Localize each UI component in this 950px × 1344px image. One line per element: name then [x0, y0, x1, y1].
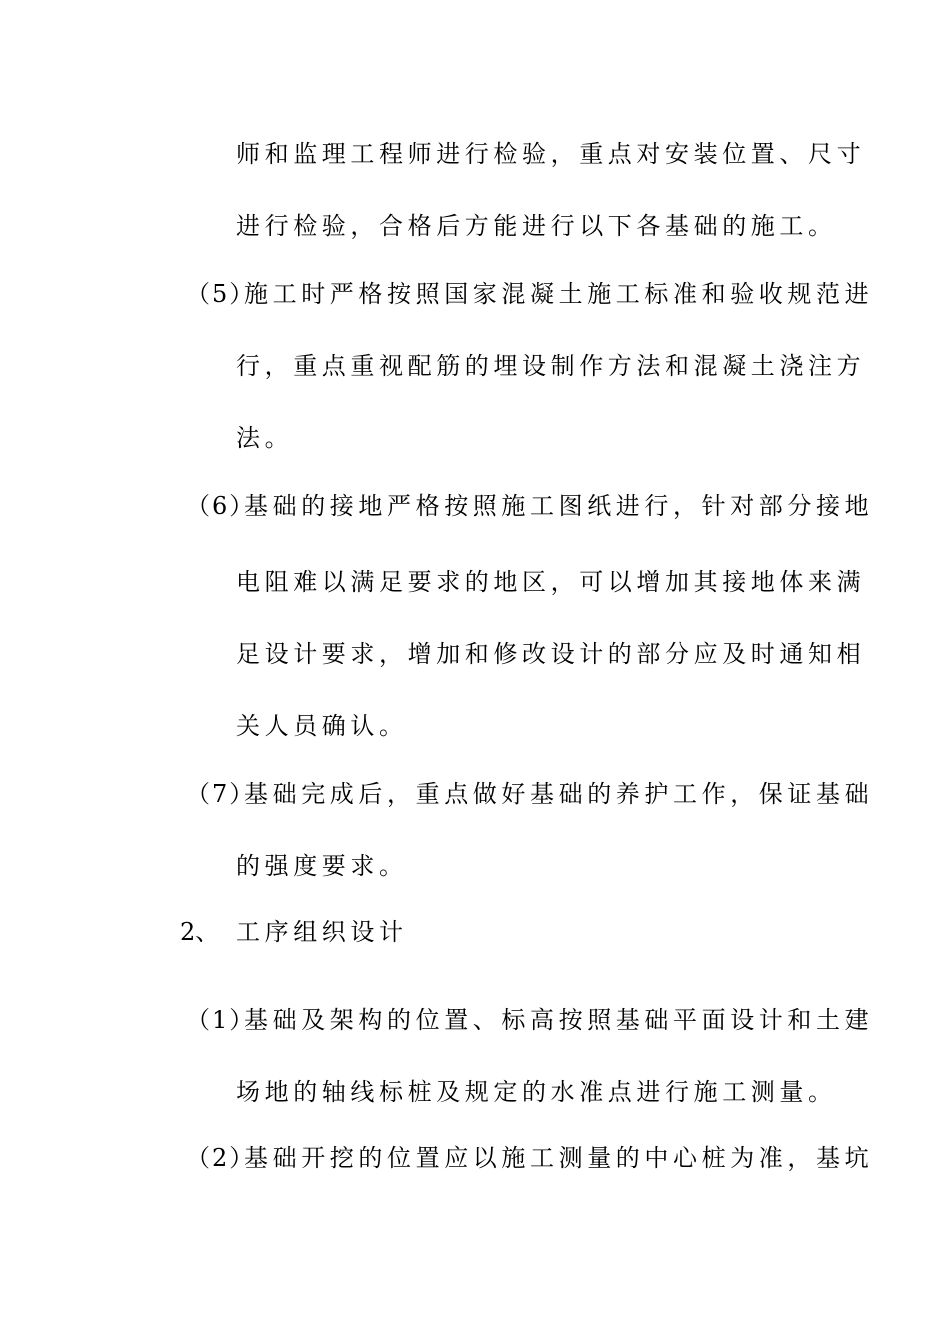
- list-item-1: [186, 1005, 873, 1035]
- section-number: 2、: [180, 918, 220, 946]
- list-number: （5）: [186, 280, 256, 308]
- list-number: （6）: [186, 492, 256, 520]
- list-item-5: [186, 279, 873, 309]
- list-item-6: [186, 491, 873, 521]
- text-line: 基础的接地严格按照施工图纸进行，针对部分接地: [244, 492, 874, 520]
- list-number: （7）: [186, 780, 256, 808]
- text-line: 基础开挖的位置应以施工测量的中心桩为准，基坑: [244, 1144, 874, 1172]
- text-line: 基础完成后，重点做好基础的养护工作，保证基础: [244, 780, 874, 808]
- list-item-7: [186, 779, 873, 809]
- list-number: （1）: [186, 1006, 256, 1034]
- list-item-2: [186, 1143, 873, 1173]
- text-line: 师和监理工程师进行检验，重点对安装位置、尺寸: [236, 140, 866, 168]
- text-line: 关人员确认。: [236, 712, 408, 740]
- text-line: 场地的轴线标桩及规定的水准点进行施工测量。: [236, 1078, 837, 1106]
- list-number: （2）: [186, 1144, 256, 1172]
- text-line: 电阻难以满足要求的地区，可以增加其接地体来满: [236, 568, 866, 596]
- text-line: 行，重点重视配筋的埋设制作方法和混凝土浇注方: [236, 352, 866, 380]
- text-line: 足设计要求，增加和修改设计的部分应及时通知相: [236, 640, 866, 668]
- section-title: 工序组织设计: [236, 918, 408, 946]
- text-line: 基础及架构的位置、标高按照基础平面设计和土建: [244, 1006, 874, 1034]
- text-line: 法。: [236, 424, 294, 452]
- text-line: 的强度要求。: [236, 852, 408, 880]
- text-line: 施工时严格按照国家混凝土施工标准和验收规范进: [244, 280, 874, 308]
- text-line: 进行检验，合格后方能进行以下各基础的施工。: [236, 212, 837, 240]
